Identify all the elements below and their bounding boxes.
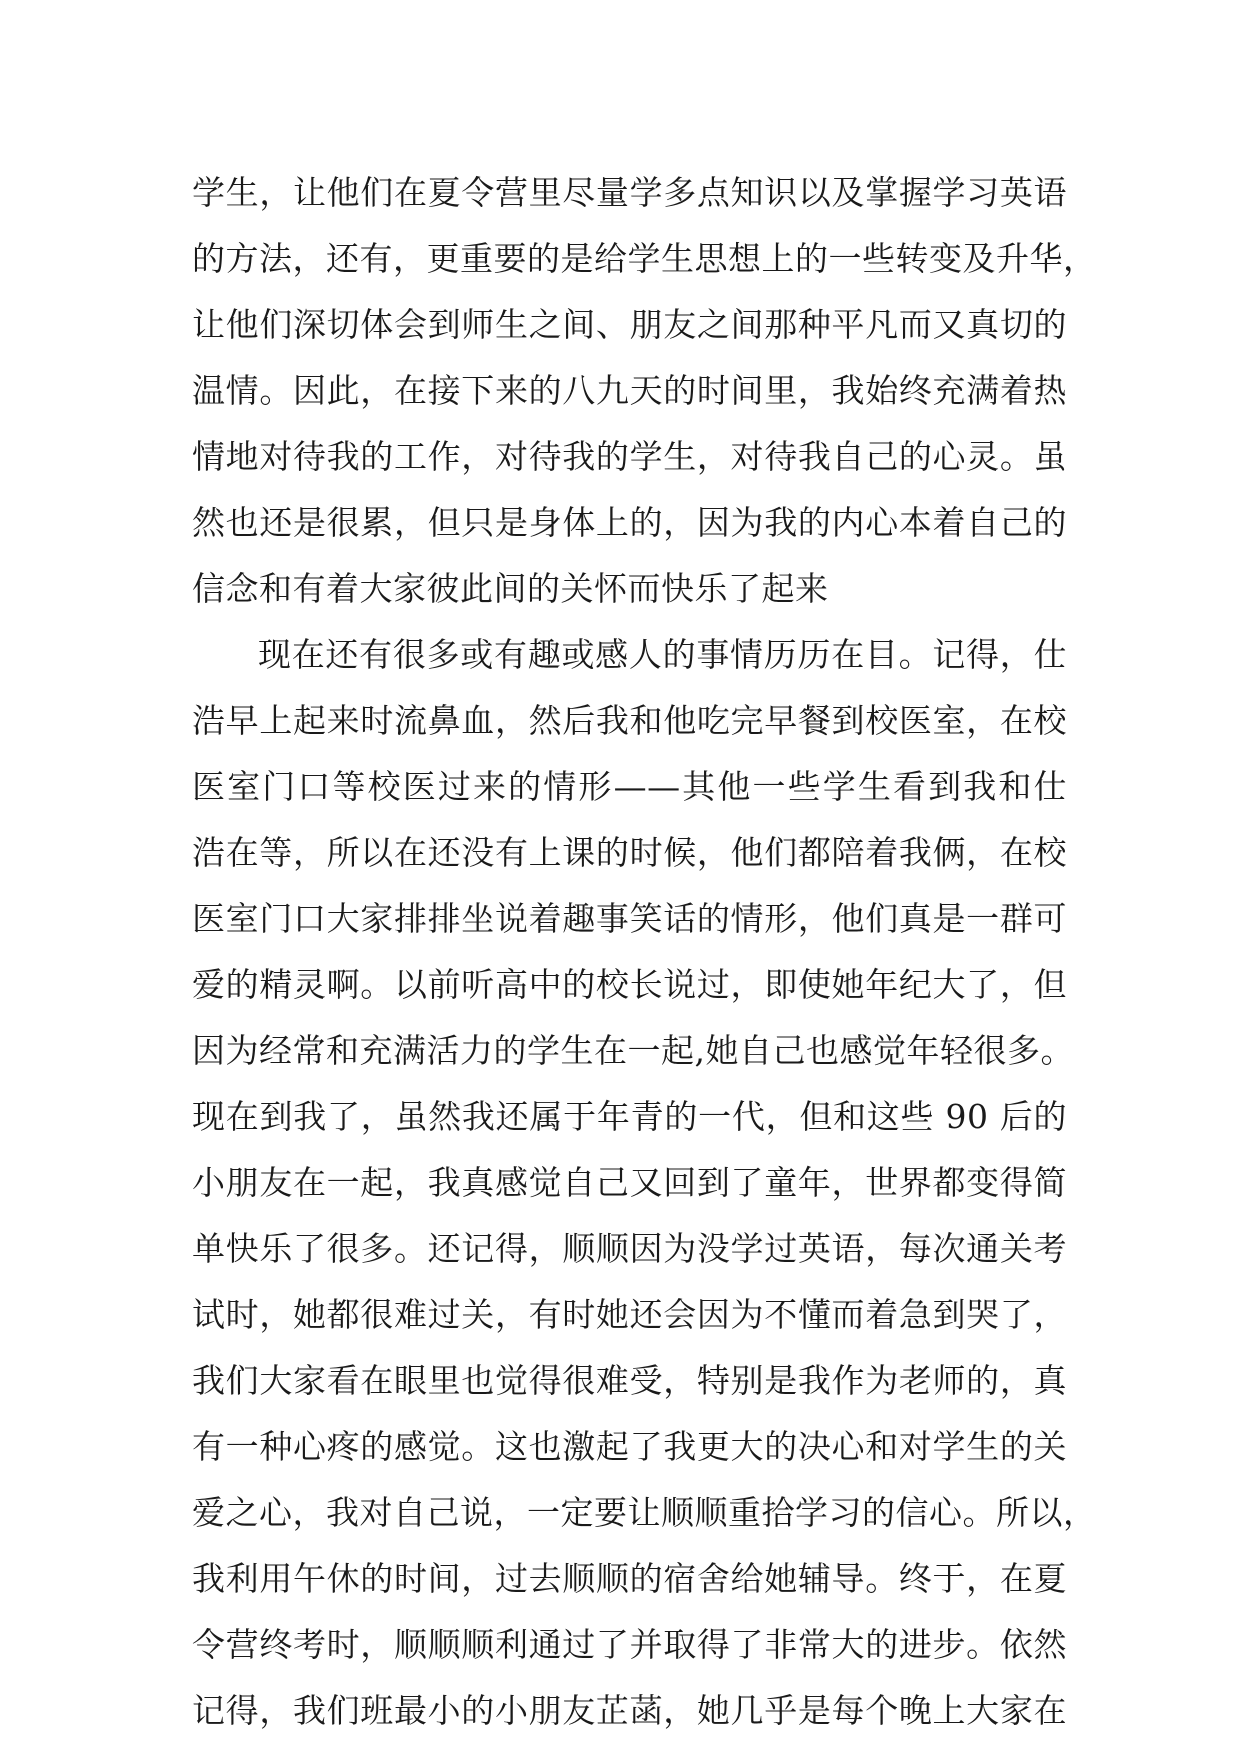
text-line: 的方法，还有，更重要的是给学生思想上的一些转变及升华， <box>192 239 1097 278</box>
text-line: 现在还有很多或有趣或感人的事情历历在目。记得，仕 <box>258 635 1067 674</box>
text-line: 信念和有着大家彼此间的关怀而快乐了起来 <box>192 569 829 608</box>
text-line: 有一种心疼的感觉。这也激起了我更大的决心和对学生的关 <box>192 1427 1067 1466</box>
document-body <box>192 160 1097 1744</box>
text-line: 试时，她都很难过关，有时她还会因为不懂而着急到哭了， <box>192 1295 1067 1334</box>
text-line: 让他们深切体会到师生之间、朋友之间那种平凡而又真切的 <box>192 305 1067 344</box>
text-line: 爱之心，我对自己说，一定要让顺顺重拾学习的信心。所以， <box>192 1493 1097 1532</box>
text-line: 现在到我了，虽然我还属于年青的一代，但和这些 90 后的 <box>192 1097 1067 1136</box>
text-line: 浩在等，所以在还没有上课的时候，他们都陪着我俩，在校 <box>192 833 1067 872</box>
text-line: 然也还是很累，但只是身体上的，因为我的内心本着自己的 <box>192 503 1067 542</box>
text-line: 小朋友在一起，我真感觉自己又回到了童年，世界都变得简 <box>192 1163 1067 1202</box>
text-line: 单快乐了很多。还记得，顺顺因为没学过英语，每次通关考 <box>192 1229 1067 1268</box>
text-line: 医室门口等校医过来的情形——其他一些学生看到我和仕 <box>192 767 1067 806</box>
text-line: 医室门口大家排排坐说着趣事笑话的情形，他们真是一群可 <box>192 899 1067 938</box>
text-line: 我们大家看在眼里也觉得很难受，特别是我作为老师的，真 <box>192 1361 1067 1400</box>
text-line: 令营终考时，顺顺顺利通过了并取得了非常大的进步。依然 <box>192 1625 1067 1664</box>
text-line: 爱的精灵啊。以前听高中的校长说过，即使她年纪大了，但 <box>192 965 1067 1004</box>
text-line: 浩早上起来时流鼻血，然后我和他吃完早餐到校医室，在校 <box>192 701 1067 740</box>
text-line: 因为经常和充满活力的学生在一起,她自己也感觉年轻很多。 <box>192 1031 1074 1070</box>
text-line: 学生，让他们在夏令营里尽量学多点知识以及掌握学习英语 <box>192 173 1067 212</box>
text-line: 情地对待我的工作，对待我的学生，对待我自己的心灵。虽 <box>192 437 1067 476</box>
text-line: 温情。因此，在接下来的八九天的时间里，我始终充满着热 <box>192 371 1067 410</box>
text-line: 我利用午休的时间，过去顺顺的宿舍给她辅导。终于，在夏 <box>192 1559 1067 1598</box>
text-line: 记得，我们班最小的小朋友芷菡，她几乎是每个晚上大家在 <box>192 1691 1067 1730</box>
